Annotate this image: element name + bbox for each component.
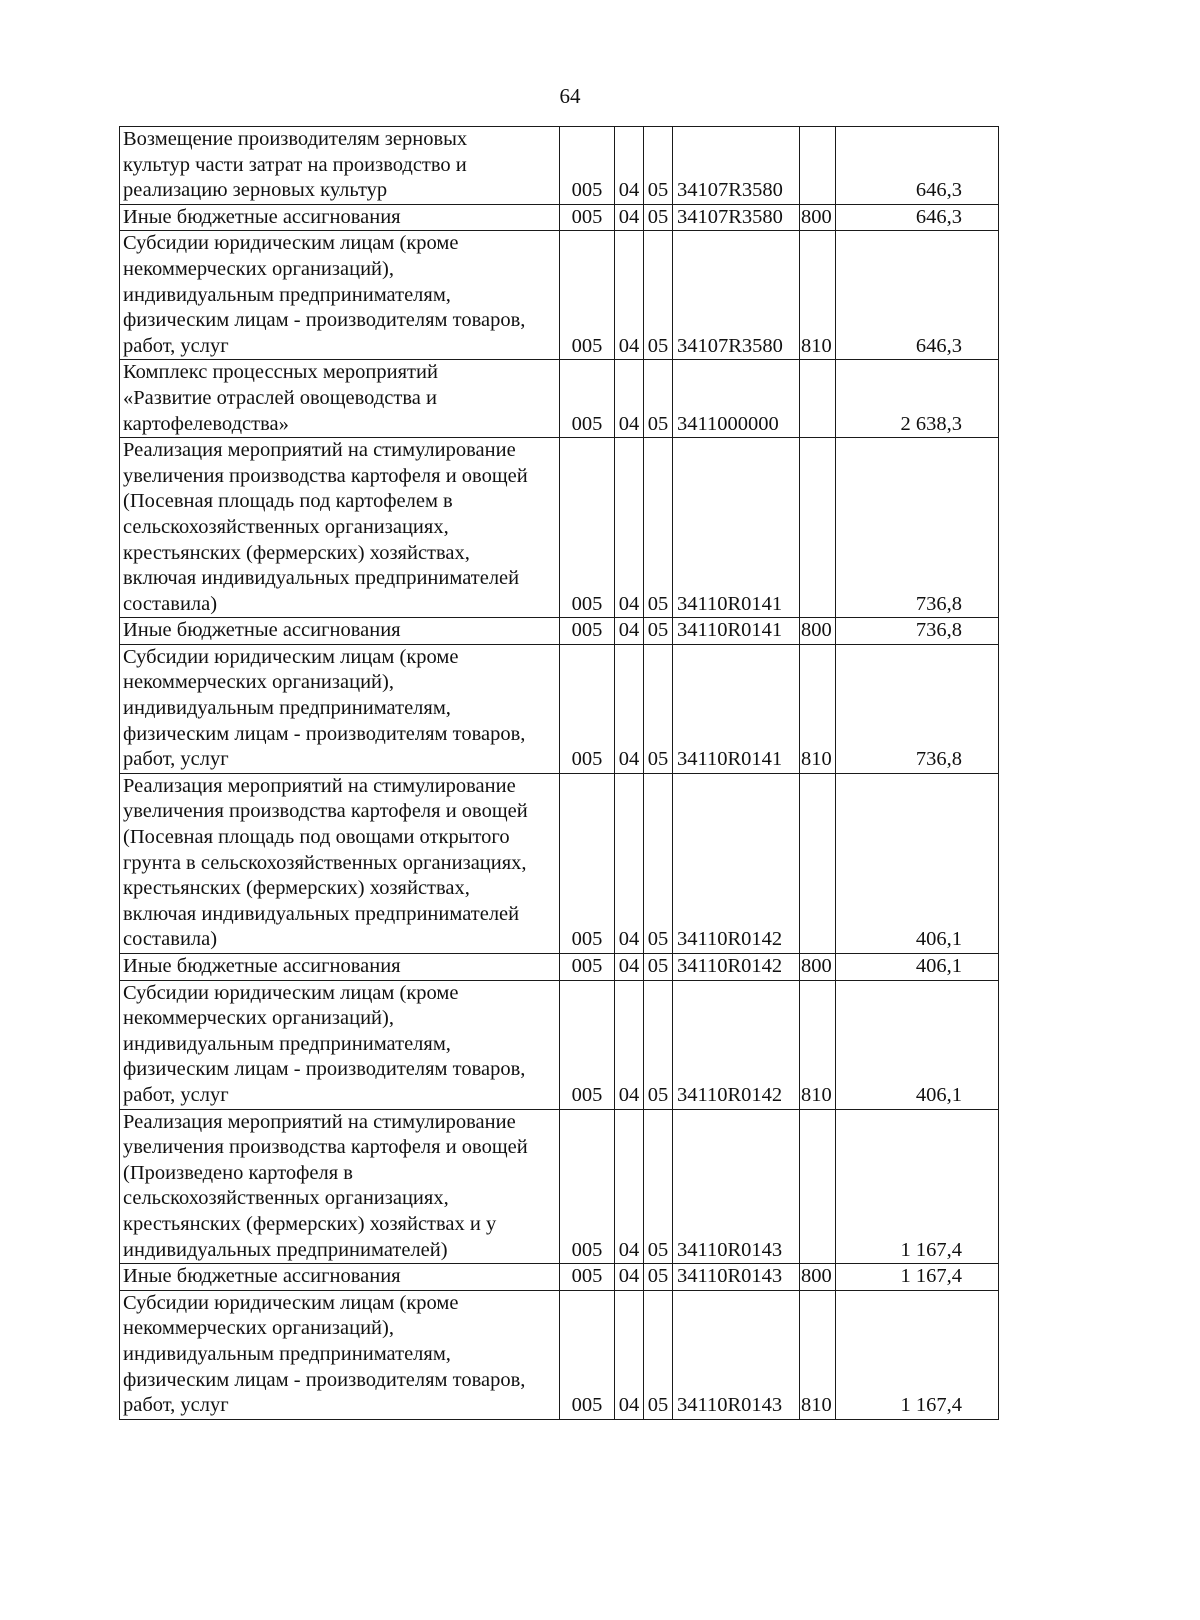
expense-type-cell <box>800 360 836 438</box>
section-code-cell: 04 <box>615 1109 644 1264</box>
subsection-code-cell: 05 <box>644 1264 673 1291</box>
table-row <box>120 438 999 618</box>
grbs-code-cell: 005 <box>560 980 615 1109</box>
table-row <box>120 1264 999 1291</box>
section-code-cell: 04 <box>615 773 644 953</box>
grbs-code-cell: 005 <box>560 204 615 231</box>
target-article-cell: 34110R0143 <box>673 1290 800 1419</box>
subsection-code-cell: 05 <box>644 438 673 618</box>
target-article-cell: 34110R0143 <box>673 1109 800 1264</box>
expense-type-cell: 800 <box>800 618 836 645</box>
amount-cell: 1 167,4 <box>836 1290 999 1419</box>
grbs-code-cell: 005 <box>560 1264 615 1291</box>
table-body <box>120 127 999 1420</box>
subsection-code-cell: 05 <box>644 1290 673 1419</box>
amount-cell: 1 167,4 <box>836 1109 999 1264</box>
target-article-cell: 34110R0141 <box>673 438 800 618</box>
amount-cell: 736,8 <box>836 618 999 645</box>
row-name-cell: Реализация мероприятий на стимулирование увеличения производства картофеля и овощей (Произведено картофеля в сельскохозяйственных организациях, крестьянских (фермерских) хозяйствах и у индивидуальных предпринимателей) <box>120 1109 560 1264</box>
subsection-code-cell: 05 <box>644 954 673 981</box>
section-code-cell: 04 <box>615 644 644 773</box>
expense-type-cell: 800 <box>800 1264 836 1291</box>
subsection-code-cell: 05 <box>644 1109 673 1264</box>
grbs-code-cell: 005 <box>560 438 615 618</box>
grbs-code-cell: 005 <box>560 644 615 773</box>
target-article-cell: 3411000000 <box>673 360 800 438</box>
budget-table <box>119 126 999 1420</box>
row-name-cell: Субсидии юридическим лицам (кроме некоммерческих организаций), индивидуальным предпринимателям, физическим лицам - производителям товаров, работ, услуг <box>120 231 560 360</box>
amount-cell: 1 167,4 <box>836 1264 999 1291</box>
grbs-code-cell: 005 <box>560 231 615 360</box>
row-name-cell: Субсидии юридическим лицам (кроме некоммерческих организаций), индивидуальным предпринимателям, физическим лицам - производителям товаров, работ, услуг <box>120 1290 560 1419</box>
expense-type-cell: 810 <box>800 644 836 773</box>
row-name-cell: Иные бюджетные ассигнования <box>120 204 560 231</box>
expense-type-cell: 810 <box>800 1290 836 1419</box>
subsection-code-cell: 05 <box>644 773 673 953</box>
section-code-cell: 04 <box>615 1290 644 1419</box>
amount-cell: 736,8 <box>836 644 999 773</box>
grbs-code-cell: 005 <box>560 127 615 205</box>
grbs-code-cell: 005 <box>560 954 615 981</box>
target-article-cell: 34107R3580 <box>673 231 800 360</box>
row-name-cell: Иные бюджетные ассигнования <box>120 618 560 645</box>
expense-type-cell <box>800 127 836 205</box>
target-article-cell: 34107R3580 <box>673 127 800 205</box>
grbs-code-cell: 005 <box>560 1109 615 1264</box>
amount-cell: 736,8 <box>836 438 999 618</box>
grbs-code-cell: 005 <box>560 773 615 953</box>
expense-type-cell: 810 <box>800 231 836 360</box>
amount-cell: 646,3 <box>836 204 999 231</box>
target-article-cell: 34110R0141 <box>673 644 800 773</box>
subsection-code-cell: 05 <box>644 204 673 231</box>
target-article-cell: 34110R0142 <box>673 980 800 1109</box>
table-row <box>120 204 999 231</box>
section-code-cell: 04 <box>615 360 644 438</box>
expense-type-cell: 810 <box>800 980 836 1109</box>
subsection-code-cell: 05 <box>644 360 673 438</box>
section-code-cell: 04 <box>615 980 644 1109</box>
grbs-code-cell: 005 <box>560 1290 615 1419</box>
row-name-cell: Иные бюджетные ассигнования <box>120 1264 560 1291</box>
section-code-cell: 04 <box>615 204 644 231</box>
table-row <box>120 360 999 438</box>
table-row <box>120 954 999 981</box>
row-name-cell: Субсидии юридическим лицам (кроме некоммерческих организаций), индивидуальным предпринимателям, физическим лицам - производителям товаров, работ, услуг <box>120 644 560 773</box>
row-name-cell: Иные бюджетные ассигнования <box>120 954 560 981</box>
table-row <box>120 1290 999 1419</box>
expense-type-cell <box>800 773 836 953</box>
amount-cell: 406,1 <box>836 954 999 981</box>
section-code-cell: 04 <box>615 127 644 205</box>
amount-cell: 406,1 <box>836 773 999 953</box>
subsection-code-cell: 05 <box>644 980 673 1109</box>
target-article-cell: 34110R0141 <box>673 618 800 645</box>
row-name-cell: Возмещение производителям зерновых культур части затрат на производство и реализацию зерновых культур <box>120 127 560 205</box>
row-name-cell: Комплекс процессных мероприятий «Развитие отраслей овощеводства и картофелеводства» <box>120 360 560 438</box>
target-article-cell: 34107R3580 <box>673 204 800 231</box>
table-row <box>120 127 999 205</box>
row-name-cell: Реализация мероприятий на стимулирование увеличения производства картофеля и овощей (Посевная площадь под овощами открытого грунта в сельскохозяйственных организациях, крестьянских (фермерских) хозяйствах, включая индивидуальных предпринимателей составила) <box>120 773 560 953</box>
section-code-cell: 04 <box>615 954 644 981</box>
section-code-cell: 04 <box>615 231 644 360</box>
table-row <box>120 1109 999 1264</box>
grbs-code-cell: 005 <box>560 360 615 438</box>
subsection-code-cell: 05 <box>644 231 673 360</box>
target-article-cell: 34110R0142 <box>673 773 800 953</box>
row-name-cell: Субсидии юридическим лицам (кроме некоммерческих организаций), индивидуальным предпринимателям, физическим лицам - производителям товаров, работ, услуг <box>120 980 560 1109</box>
grbs-code-cell: 005 <box>560 618 615 645</box>
expense-type-cell <box>800 1109 836 1264</box>
expense-type-cell: 800 <box>800 204 836 231</box>
page-number: 64 <box>559 84 581 108</box>
amount-cell: 2 638,3 <box>836 360 999 438</box>
subsection-code-cell: 05 <box>644 127 673 205</box>
expense-type-cell <box>800 438 836 618</box>
table-row <box>120 980 999 1109</box>
amount-cell: 646,3 <box>836 231 999 360</box>
subsection-code-cell: 05 <box>644 644 673 773</box>
subsection-code-cell: 05 <box>644 618 673 645</box>
table-row <box>120 644 999 773</box>
table-row <box>120 618 999 645</box>
section-code-cell: 04 <box>615 1264 644 1291</box>
amount-cell: 406,1 <box>836 980 999 1109</box>
target-article-cell: 34110R0142 <box>673 954 800 981</box>
row-name-cell: Реализация мероприятий на стимулирование увеличения производства картофеля и овощей (Посевная площадь под картофелем в сельскохозяйственных организациях, крестьянских (фермерских) хозяйствах, включая индивидуальных предпринимателей составила) <box>120 438 560 618</box>
section-code-cell: 04 <box>615 438 644 618</box>
section-code-cell: 04 <box>615 618 644 645</box>
table-row <box>120 773 999 953</box>
target-article-cell: 34110R0143 <box>673 1264 800 1291</box>
table-row <box>120 231 999 360</box>
expense-type-cell: 800 <box>800 954 836 981</box>
amount-cell: 646,3 <box>836 127 999 205</box>
